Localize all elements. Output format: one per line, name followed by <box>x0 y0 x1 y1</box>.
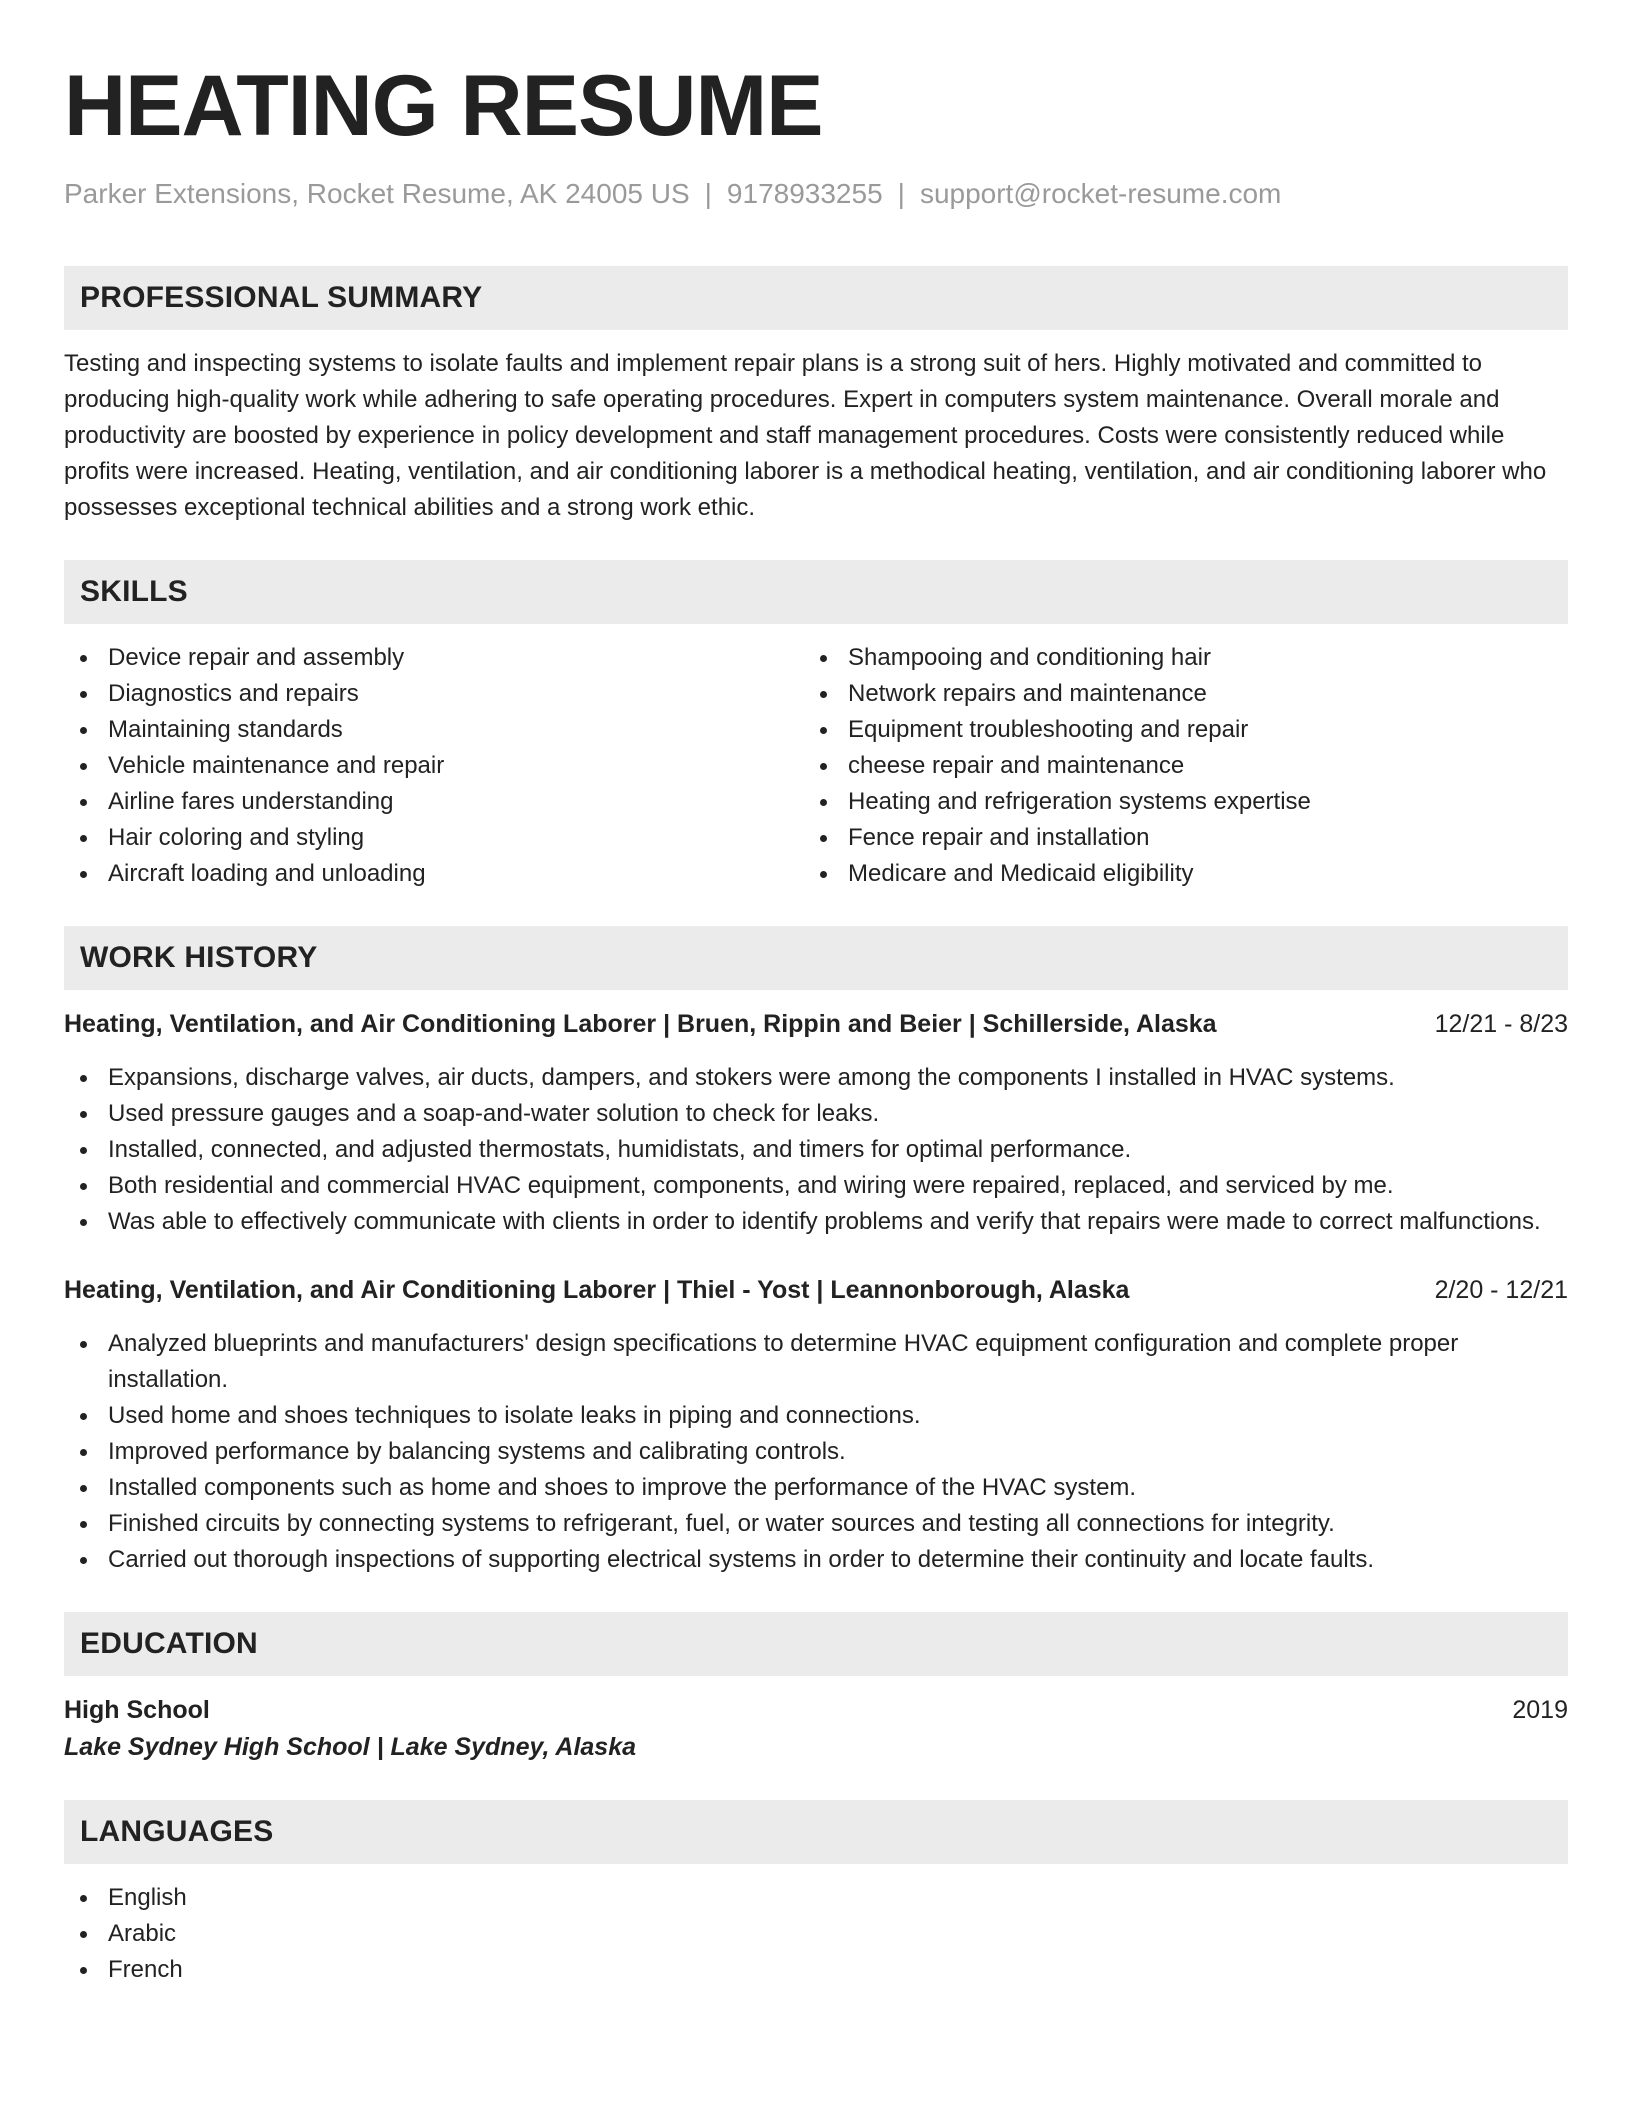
section-header-languages <box>64 1800 1568 1864</box>
job-heading: Heating, Ventilation, and Air Conditioning Laborer | Thiel - Yost | Leannonborough, Alaska <box>64 1276 1130 1304</box>
contact-line <box>64 174 1568 214</box>
education-entry <box>64 1692 1568 1766</box>
skill-item: Airline fares understanding <box>64 784 804 820</box>
job-bullet: Installed components such as home and shoes to improve the performance of the HVAC system. <box>64 1470 1568 1506</box>
resume-title: HEATING RESUME <box>64 58 823 154</box>
section-title: PROFESSIONAL SUMMARY <box>80 281 483 314</box>
job-dates: 12/21 - 8/23 <box>1434 1010 1568 1038</box>
summary-text: Testing and inspecting systems to isolate faults and implement repair plans is a strong suit of hers. Highly motivated and committed to producing high-quality work while adhering to safe operating procedures. Expert in computers system maintenance. Overall morale and productivity are boosted by experience in policy development and staff management procedures. Costs were consistently reduced while profits were increased. Heating, ventilation, and air conditioning laborer is a methodical heating, ventilation, and air conditioning laborer who possesses exceptional technical abilities and a strong work ethic. <box>64 350 1547 521</box>
skill-item: Hair coloring and styling <box>64 820 804 856</box>
job-header <box>64 1006 1568 1042</box>
skill-item: Vehicle maintenance and repair <box>64 748 804 784</box>
language-item: Arabic <box>64 1916 1568 1952</box>
job-dates: 2/20 - 12/21 <box>1434 1276 1568 1304</box>
job-bullet: Used pressure gauges and a soap-and-water solution to check for leaks. <box>64 1096 1568 1132</box>
languages-list <box>64 1880 1568 1988</box>
contact-separator: | <box>897 178 905 209</box>
section-header-work <box>64 926 1568 990</box>
job-bullets <box>64 1060 1568 1240</box>
job-bullet: Improved performance by balancing systems and calibrating controls. <box>64 1434 1568 1470</box>
skills-column-right <box>804 640 1544 892</box>
education-header <box>64 1692 1568 1728</box>
job-bullet: Expansions, discharge valves, air ducts, dampers, and stokers were among the components I installed in HVAC systems. <box>64 1060 1568 1096</box>
job-bullet: Was able to effectively communicate with clients in order to identify problems and verify that repairs were made to correct malfunctions. <box>64 1204 1568 1240</box>
skill-item: Maintaining standards <box>64 712 804 748</box>
section-header-skills <box>64 560 1568 624</box>
skills-list <box>64 640 1568 892</box>
skill-item: cheese repair and maintenance <box>804 748 1544 784</box>
skill-item: Medicare and Medicaid eligibility <box>804 856 1544 892</box>
skill-item: Heating and refrigeration systems expertise <box>804 784 1544 820</box>
contact-email: support@rocket-resume.com <box>919 178 1282 209</box>
language-item: English <box>64 1880 1568 1916</box>
section-title: LANGUAGES <box>80 1815 274 1848</box>
job-heading: Heating, Ventilation, and Air Conditioning Laborer | Bruen, Rippin and Beier | Schillerside, Alaska <box>64 1010 1217 1038</box>
skills-column-left <box>64 640 804 892</box>
section-title: EDUCATION <box>80 1627 258 1660</box>
skill-item: Network repairs and maintenance <box>804 676 1544 712</box>
skill-item: Diagnostics and repairs <box>64 676 804 712</box>
skill-item: Fence repair and installation <box>804 820 1544 856</box>
language-item: French <box>64 1952 1568 1988</box>
job-header <box>64 1272 1568 1308</box>
contact-separator: | <box>704 178 712 209</box>
skill-item: Aircraft loading and unloading <box>64 856 804 892</box>
education-school: Lake Sydney High School | Lake Sydney, Alaska <box>64 1733 637 1761</box>
contact-phone: 9178933255 <box>726 178 883 209</box>
job-bullet: Finished circuits by connecting systems to refrigerant, fuel, or water sources and testing all connections for integrity. <box>64 1506 1568 1542</box>
job-bullet: Used home and shoes techniques to isolate leaks in piping and connections. <box>64 1398 1568 1434</box>
skill-item: Device repair and assembly <box>64 640 804 676</box>
job-entry <box>64 1006 1568 1240</box>
section-title: WORK HISTORY <box>80 941 318 974</box>
education-year: 2019 <box>1512 1696 1568 1724</box>
section-header-education <box>64 1612 1568 1676</box>
skill-item: Equipment troubleshooting and repair <box>804 712 1544 748</box>
job-bullet: Both residential and commercial HVAC equipment, components, and wiring were repaired, replaced, and serviced by me. <box>64 1168 1568 1204</box>
job-bullets <box>64 1326 1568 1578</box>
skill-item: Shampooing and conditioning hair <box>804 640 1544 676</box>
contact-address: Parker Extensions, Rocket Resume, AK 24005 US <box>64 178 690 209</box>
education-degree: High School <box>64 1696 210 1724</box>
section-header-summary <box>64 266 1568 330</box>
job-entry <box>64 1272 1568 1578</box>
job-bullet: Carried out thorough inspections of supporting electrical systems in order to determine their continuity and locate faults. <box>64 1542 1568 1578</box>
job-bullet: Analyzed blueprints and manufacturers' design specifications to determine HVAC equipment configuration and complete proper installation. <box>64 1326 1568 1398</box>
job-bullet: Installed, connected, and adjusted thermostats, humidistats, and timers for optimal performance. <box>64 1132 1568 1168</box>
section-title: SKILLS <box>80 575 188 608</box>
